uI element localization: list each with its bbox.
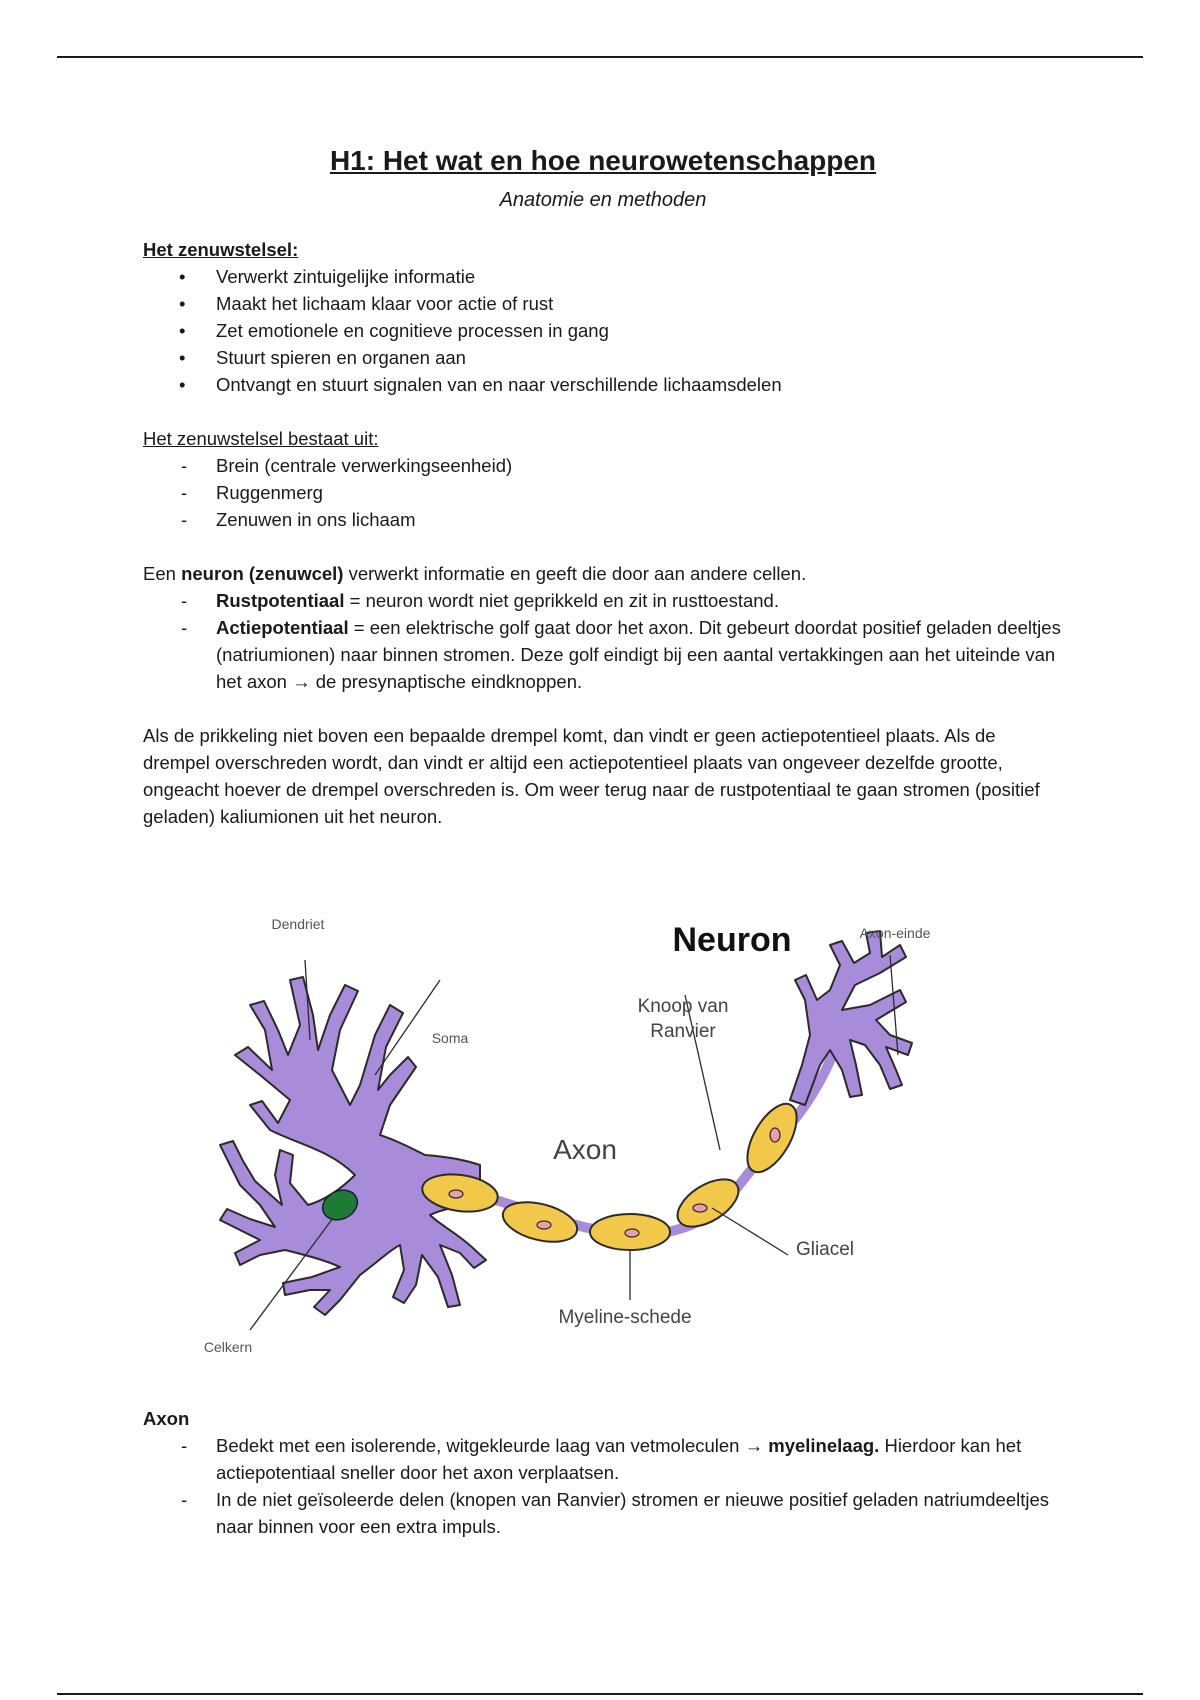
label-myeline: Myeline-schede — [558, 1307, 692, 1328]
axon-list — [143, 1432, 1063, 1540]
list-item: • Zet emotionele en cognitieve processen in gang — [143, 317, 1063, 344]
label-knoop-2: Ranvier — [650, 1021, 716, 1042]
document-page — [143, 140, 1063, 830]
page-title: H1: Het wat en hoe neurowetenschappen — [329, 145, 877, 176]
label-axon-einde: Axon-einde — [859, 925, 931, 941]
list-item: - Zenuwen in ons lichaam — [143, 506, 1063, 533]
axon-section — [143, 1405, 1063, 1540]
list-item: - Brein (centrale verwerkingseenheid) — [143, 452, 1063, 479]
list-item: • Ontvangt en stuurt signalen van en naar verschillende lichaamsdelen — [143, 371, 1063, 398]
label-knoop-1: Knoop van — [637, 996, 729, 1017]
list-item: - Ruggenmerg — [143, 479, 1063, 506]
threshold-paragraph: Als de prikkeling niet boven een bepaalde drempel komt, dan vindt er geen actiepotentieel plaats. Als de drempel overschreden wordt, dan vindt er altijd een actiepotentieel plaats van ongeveer dezelfde grootte, ongeacht hoever de drempel overschreden is. Om weer terug naar de rustpotentiaal te gaan stromen (positief geladen) kaliumionen uit het neuron. — [143, 725, 1040, 827]
label-axon: Axon — [553, 1134, 617, 1165]
header-rule — [57, 56, 1143, 58]
diagram-title: Neuron — [672, 921, 792, 959]
neuron-diagram — [190, 905, 1020, 1375]
bestaat-uit-list — [143, 452, 1063, 533]
list-item: - In de niet geïsoleerde delen (knopen van Ranvier) stromen er nieuwe positief geladen natriumdeeltjes naar binnen voor een extra impuls. — [143, 1486, 1063, 1540]
footer-rule — [57, 1693, 1143, 1695]
axon-terminal-shape — [790, 931, 912, 1105]
bestaat-uit-heading: Het zenuwstelsel bestaat uit: — [143, 428, 379, 449]
dendrite-shape — [220, 977, 486, 1315]
zenuwstelsel-list — [143, 263, 1063, 398]
page-subtitle: Anatomie en methoden — [499, 189, 707, 211]
label-gliacel: Gliacel — [795, 1239, 855, 1260]
list-item: - Bedekt met een isolerende, witgekleurde laag van vetmoleculen → myelinelaag. Hierdoor kan het actiepotentiaal sneller door het axon verplaatsen. — [143, 1432, 1063, 1486]
potentials-list — [143, 587, 1063, 695]
list-item: - Rustpotentiaal = neuron wordt niet geprikkeld en zit in rusttoestand. — [143, 587, 1063, 614]
list-item: • Maakt het lichaam klaar voor actie of rust — [143, 290, 1063, 317]
list-item: - Actiepotentiaal = een elektrische golf gaat door het axon. Dit gebeurt doordat positief geladen deeltjes (natriumionen) naar binnen stromen. Deze golf eindigt bij een aantal vertakkingen aan het uiteinde van het axon → de presynaptische eindknoppen. — [143, 614, 1063, 695]
list-item: • Verwerkt zintuigelijke informatie — [143, 263, 1063, 290]
label-soma: Soma — [431, 1030, 469, 1046]
neuron-intro: Een neuron (zenuwcel) verwerkt informatie en geeft die door aan andere cellen. — [143, 563, 807, 584]
label-celkern: Celkern — [203, 1339, 253, 1355]
list-item: • Stuurt spieren en organen aan — [143, 344, 1063, 371]
zenuwstelsel-heading: Het zenuwstelsel: — [143, 239, 299, 260]
label-dendriet: Dendriet — [271, 916, 325, 932]
axon-heading: Axon — [143, 1408, 190, 1429]
